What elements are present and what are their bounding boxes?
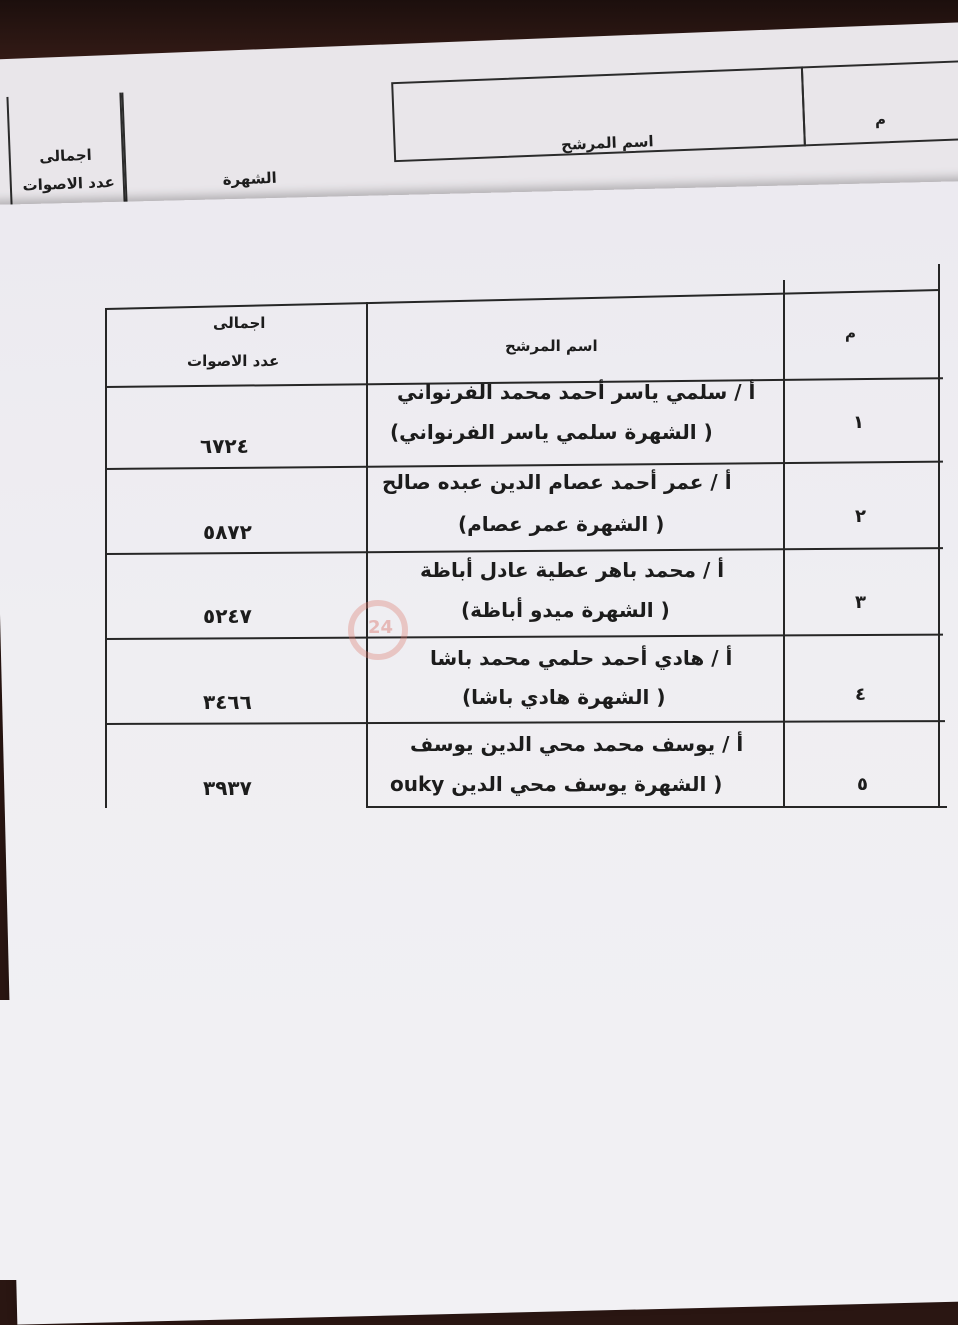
row-candidate-name: أ / سلمي ياسر أحمد محمد الفرنواني bbox=[397, 380, 756, 404]
header-total-line1: اجمالى bbox=[213, 314, 266, 332]
table-divider bbox=[105, 634, 943, 640]
results-table bbox=[105, 262, 945, 810]
header-total-line2: عدد الاصوات bbox=[187, 352, 280, 370]
row-vote-total: ٣٤٦٦ bbox=[203, 690, 252, 714]
row-candidate-nickname: ( الشهرة يوسف محي الدين ouky bbox=[390, 772, 723, 796]
row-candidate-nickname: ( الشهرة سلمي ياسر الفرنواني) bbox=[390, 420, 713, 444]
main-sheet-lower bbox=[0, 1000, 958, 1280]
row-index: ٣ bbox=[855, 592, 866, 613]
table-border-right bbox=[938, 264, 940, 808]
back-header-index: م bbox=[801, 60, 958, 147]
row-index: ٤ bbox=[855, 684, 866, 705]
header-index: م bbox=[845, 324, 856, 342]
row-vote-total: ٥٨٧٢ bbox=[203, 520, 252, 544]
row-candidate-name: أ / هادي أحمد حلمي محمد باشا bbox=[430, 646, 733, 670]
table-divider bbox=[105, 461, 943, 470]
row-candidate-name: أ / عمر أحمد عصام الدين عبده صالح bbox=[382, 470, 732, 494]
row-candidate-nickname: ( الشهرة ميدو أباظة) bbox=[461, 598, 670, 622]
back-header-nickname: الشهرة bbox=[121, 82, 399, 252]
table-column-divider bbox=[783, 280, 785, 808]
table-border-left bbox=[105, 308, 107, 808]
watermark-text: 24 bbox=[368, 617, 394, 638]
table-divider bbox=[105, 547, 943, 555]
row-candidate-nickname: ( الشهرة هادي باشا) bbox=[462, 685, 666, 709]
table-border-top bbox=[105, 289, 940, 310]
row-candidate-name: أ / يوسف محمد محي الدين يوسف bbox=[410, 732, 744, 756]
header-name: اسم المرشح bbox=[505, 337, 598, 355]
table-column-divider bbox=[366, 302, 368, 808]
row-vote-total: ٥٢٤٧ bbox=[203, 604, 252, 628]
back-header-name: اسم المرشح bbox=[391, 66, 806, 162]
back-header-total: اجمالى عدد الاصوات bbox=[6, 93, 127, 257]
table-border-bottom bbox=[367, 806, 947, 808]
row-index: ١ bbox=[853, 412, 864, 433]
row-candidate-nickname: ( الشهرة عمر عصام) bbox=[458, 512, 665, 536]
row-candidate-name: أ / محمد باهر عطية عادل أباظة bbox=[420, 558, 725, 582]
table-divider bbox=[105, 720, 945, 725]
row-vote-total: ٦٧٢٤ bbox=[200, 434, 249, 458]
row-vote-total: ٣٩٣٧ bbox=[203, 776, 252, 800]
row-index: ٢ bbox=[855, 506, 866, 527]
row-index: ٥ bbox=[857, 774, 868, 795]
